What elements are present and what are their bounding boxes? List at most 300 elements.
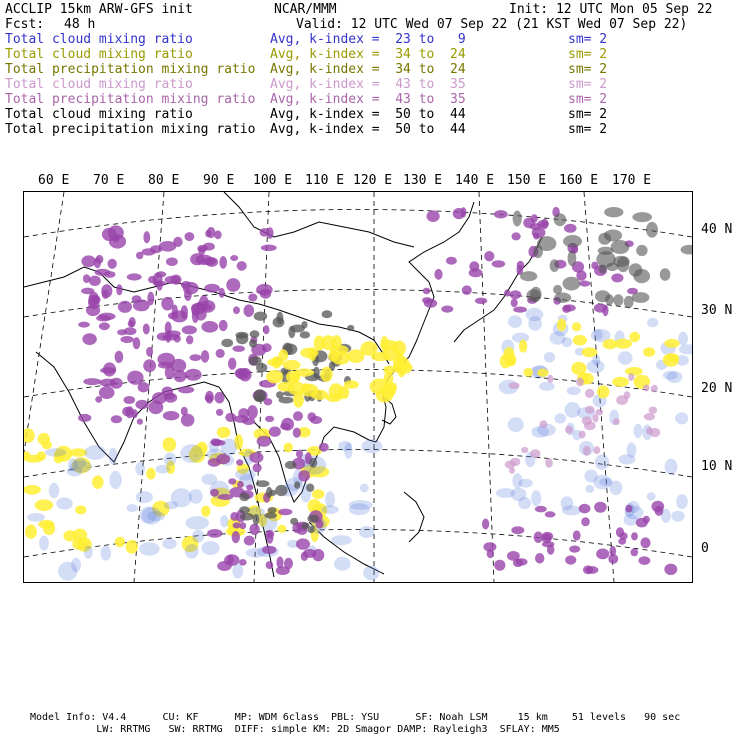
field-blob xyxy=(667,371,683,383)
field-blob xyxy=(681,245,692,255)
field-blob xyxy=(58,562,77,581)
longitude-label: 100 E xyxy=(253,173,293,188)
field-blob xyxy=(649,407,658,414)
field-blob xyxy=(285,461,297,469)
field-blob xyxy=(254,312,268,321)
field-blob xyxy=(563,277,581,291)
field-blob xyxy=(266,561,274,569)
field-blob xyxy=(219,320,228,331)
field-blob xyxy=(387,382,397,392)
field-blob xyxy=(207,227,215,238)
field-blob xyxy=(619,454,636,464)
field-blob xyxy=(319,443,329,452)
field-blob xyxy=(217,427,231,438)
longitude-label: 90 E xyxy=(203,173,235,188)
field-blob xyxy=(487,549,494,558)
forecast-label: Fcst: xyxy=(5,17,45,32)
field-blob xyxy=(509,467,515,474)
field-blob xyxy=(537,369,548,377)
field-blob xyxy=(183,282,199,294)
field-blob xyxy=(310,416,322,424)
field-blob xyxy=(554,213,566,226)
field-name: Total precipitation mixing ratio xyxy=(5,122,256,137)
field-blob xyxy=(290,518,298,525)
field-blob xyxy=(306,484,314,492)
field-blob xyxy=(165,276,180,284)
field-blob xyxy=(294,481,300,489)
field-blob xyxy=(571,362,586,375)
field-blob xyxy=(544,352,555,363)
field-blob xyxy=(563,304,576,311)
field-blob xyxy=(137,419,143,425)
field-blob xyxy=(361,439,382,453)
field-blob xyxy=(133,300,150,312)
field-blob xyxy=(643,347,655,357)
field-blob xyxy=(276,312,283,324)
field-blob xyxy=(116,284,122,295)
field-blob xyxy=(99,322,110,330)
field-blob xyxy=(511,298,518,307)
field-blob xyxy=(276,566,290,575)
field-blob xyxy=(185,544,199,559)
field-blob xyxy=(262,343,272,352)
field-blob xyxy=(94,257,101,268)
field-blob xyxy=(277,382,294,392)
field-blob xyxy=(519,340,527,353)
field-blob xyxy=(185,232,195,241)
field-blob xyxy=(192,530,204,543)
field-blob xyxy=(307,515,319,523)
field-blob xyxy=(167,330,181,337)
field-blob xyxy=(322,310,333,318)
field-blob xyxy=(164,501,178,509)
field-blob xyxy=(665,459,678,475)
field-blob xyxy=(542,533,552,543)
field-blob xyxy=(300,348,318,358)
field-blob xyxy=(427,210,440,222)
field-blob xyxy=(594,303,607,312)
field-blob xyxy=(564,224,577,233)
field-blob xyxy=(631,548,639,556)
field-blob xyxy=(101,546,112,561)
field-blob xyxy=(239,493,249,502)
field-blob xyxy=(240,522,247,529)
field-blob xyxy=(508,417,524,432)
forecast-hour: 48 h xyxy=(64,17,96,32)
china-east-coast xyxy=(376,202,474,442)
field-blob xyxy=(201,350,209,363)
field-blob xyxy=(262,546,277,554)
field-blob xyxy=(236,369,250,380)
field-blob xyxy=(143,324,150,335)
field-blob xyxy=(281,418,294,431)
field-blob xyxy=(550,331,566,345)
field-blob xyxy=(534,532,543,543)
field-blob xyxy=(460,207,466,217)
model-info-line1: Model Info: V4.4 CU: KF MP: WDM 6class PBL: YSU SF: Noah LSM 15 km 51 levels 90 sec xyxy=(30,712,681,723)
field-blob xyxy=(225,413,236,422)
field-blob xyxy=(75,505,86,514)
longitude-label: 70 E xyxy=(93,173,125,188)
field-blob xyxy=(533,233,539,240)
field-blob xyxy=(309,458,317,468)
field-blob xyxy=(283,360,301,370)
field-blob xyxy=(186,335,193,344)
field-blob xyxy=(614,339,632,349)
field-blob xyxy=(505,354,516,366)
field-blob xyxy=(166,257,178,266)
field-blob xyxy=(158,362,173,369)
field-name: Total precipitation mixing ratio xyxy=(5,92,256,107)
field-blob xyxy=(518,479,533,488)
field-blob xyxy=(189,489,203,504)
longitude-label: 60 E xyxy=(38,173,70,188)
field-blob xyxy=(185,369,202,381)
field-blob xyxy=(573,335,587,346)
field-smoothing: sm= 2 xyxy=(568,122,608,137)
field-blob xyxy=(462,285,472,295)
field-blob xyxy=(610,546,617,556)
field-blob xyxy=(553,285,562,294)
field-blob xyxy=(216,409,223,416)
field-blob xyxy=(651,385,658,392)
field-blob xyxy=(540,420,548,428)
field-blob xyxy=(56,498,72,510)
field-blob xyxy=(301,552,308,561)
field-blob xyxy=(108,448,117,465)
field-blob xyxy=(533,245,543,258)
field-blob xyxy=(89,276,101,286)
field-blob xyxy=(233,522,241,528)
field-blob xyxy=(139,542,160,555)
field-blob xyxy=(383,366,395,375)
field-blob xyxy=(261,245,277,252)
field-blob xyxy=(38,520,54,529)
field-blob xyxy=(643,385,650,392)
field-k-index: Avg, k-index = 50 to 44 xyxy=(270,107,466,122)
field-blob xyxy=(142,507,161,525)
field-blob xyxy=(664,564,677,575)
longitude-label: 140 E xyxy=(455,173,495,188)
field-blob xyxy=(288,326,295,338)
field-blob xyxy=(230,512,238,521)
field-blob xyxy=(138,382,150,392)
field-blob xyxy=(516,558,528,565)
field-blob xyxy=(190,354,202,361)
latitude-label: 40 N xyxy=(701,222,733,237)
field-blob xyxy=(644,413,655,420)
field-blob xyxy=(583,446,591,456)
field-blob xyxy=(136,252,143,260)
field-blob xyxy=(469,261,479,271)
field-blob xyxy=(513,307,527,313)
field-blob xyxy=(484,251,494,261)
field-blob xyxy=(640,537,650,548)
field-blob xyxy=(496,488,515,498)
field-blob xyxy=(509,382,520,389)
field-blob xyxy=(99,386,115,399)
field-blob xyxy=(633,269,650,283)
field-blob xyxy=(38,433,50,445)
field-blob xyxy=(235,469,256,481)
map-canvas xyxy=(24,192,692,582)
field-blob xyxy=(579,504,591,514)
field-blob xyxy=(135,462,145,475)
field-blob xyxy=(146,468,155,480)
field-blob xyxy=(660,268,671,281)
field-blob xyxy=(511,526,524,534)
field-blob xyxy=(616,395,628,405)
longitude-label: 150 E xyxy=(507,173,547,188)
field-blob xyxy=(494,210,508,218)
field-blob xyxy=(264,512,277,518)
field-blob xyxy=(128,320,135,327)
field-blob xyxy=(279,397,294,404)
field-blob xyxy=(244,536,255,546)
field-blob xyxy=(636,518,648,528)
field-blob xyxy=(526,308,544,321)
field-blob xyxy=(334,557,351,571)
field-blob xyxy=(70,461,92,473)
field-blob xyxy=(253,463,262,472)
latitude-label: 0 xyxy=(701,541,709,556)
field-blob xyxy=(238,408,249,418)
field-blob xyxy=(422,297,432,303)
field-blob xyxy=(646,427,653,435)
mongolia-border xyxy=(224,192,414,247)
field-blob xyxy=(143,231,150,243)
field-k-index: Avg, k-index = 34 to 24 xyxy=(270,47,466,62)
field-blob xyxy=(312,549,324,561)
field-blob xyxy=(587,360,605,373)
field-blob xyxy=(78,414,91,422)
field-blob xyxy=(596,549,609,560)
field-blob xyxy=(613,256,629,267)
field-blob xyxy=(531,490,541,506)
longitude-label: 80 E xyxy=(148,173,180,188)
field-blob xyxy=(535,506,547,513)
field-blob xyxy=(135,400,148,409)
field-blob xyxy=(78,322,90,328)
field-blob xyxy=(573,530,581,540)
field-blob xyxy=(27,513,45,522)
field-blob xyxy=(168,312,179,319)
field-blob xyxy=(244,304,255,317)
field-blob xyxy=(263,325,269,334)
field-blob xyxy=(523,368,533,377)
field-blob xyxy=(585,389,594,398)
field-blob xyxy=(530,449,540,458)
field-name: Total cloud mixing ratio xyxy=(5,47,193,62)
field-blob xyxy=(521,447,528,453)
field-k-index: Avg, k-index = 43 to 35 xyxy=(270,92,466,107)
model-title: ACCLIP 15km ARW-GFS init xyxy=(5,2,193,17)
field-blob xyxy=(256,480,270,487)
field-blob xyxy=(257,436,272,447)
field-blob xyxy=(651,501,664,512)
field-blob xyxy=(550,259,560,272)
field-blob xyxy=(24,455,43,463)
field-blob xyxy=(242,418,255,425)
lat-40 xyxy=(24,210,692,238)
field-blob xyxy=(111,415,122,423)
field-blob xyxy=(517,261,524,270)
field-blob xyxy=(181,414,195,427)
field-k-index: Avg, k-index = 34 to 24 xyxy=(270,62,466,77)
field-blob xyxy=(228,358,236,370)
field-blob xyxy=(205,395,214,402)
field-blob xyxy=(237,481,244,488)
field-blob xyxy=(675,412,688,424)
field-blob xyxy=(647,492,656,500)
field-blob xyxy=(301,321,307,328)
field-blob xyxy=(594,502,607,513)
field-blob xyxy=(647,318,658,328)
field-blob xyxy=(360,341,377,356)
field-blob xyxy=(233,306,240,314)
field-blob xyxy=(83,378,101,385)
model-info-line2: LW: RRTMG SW: RRTMG DIFF: simple KM: 2D Smagor DAMP: Rayleigh3 SFLAY: MM5 xyxy=(30,724,560,735)
field-blob xyxy=(545,511,556,517)
field-name: Total cloud mixing ratio xyxy=(5,32,193,47)
field-name: Total cloud mixing ratio xyxy=(5,77,193,92)
field-blob xyxy=(510,290,522,299)
field-blob xyxy=(237,261,247,271)
latitude-label: 30 N xyxy=(701,303,733,318)
field-blob xyxy=(569,546,580,553)
field-blob xyxy=(494,560,505,571)
field-blob xyxy=(122,407,132,416)
field-blob xyxy=(526,289,540,302)
field-blob xyxy=(233,346,245,352)
field-blob xyxy=(216,349,225,358)
field-blob xyxy=(178,386,194,393)
field-name: Total precipitation mixing ratio xyxy=(5,62,256,77)
longitude-label: 160 E xyxy=(559,173,599,188)
field-blob xyxy=(593,446,600,454)
field-blob xyxy=(631,532,638,540)
field-blob xyxy=(290,374,299,383)
field-blob xyxy=(45,448,66,456)
cloud-precip-fields xyxy=(24,207,692,581)
field-blob xyxy=(254,395,264,402)
field-blob xyxy=(594,329,603,340)
field-blob xyxy=(265,416,274,422)
field-blob xyxy=(110,471,122,489)
field-blob xyxy=(115,351,124,363)
field-blob xyxy=(70,448,87,457)
field-blob xyxy=(92,476,104,489)
field-blob xyxy=(162,539,177,550)
field-blob xyxy=(595,455,609,470)
field-blob xyxy=(153,281,166,287)
field-blob xyxy=(235,332,248,339)
field-blob xyxy=(610,481,623,496)
field-blob xyxy=(35,499,53,511)
field-blob xyxy=(207,529,222,538)
field-blob xyxy=(248,294,257,302)
field-blob xyxy=(565,555,576,564)
longitude-label: 110 E xyxy=(305,173,345,188)
field-blob xyxy=(585,485,594,493)
latitude-label: 20 N xyxy=(701,381,733,396)
field-blob xyxy=(115,537,125,547)
field-blob xyxy=(232,531,240,543)
field-blob xyxy=(163,411,180,420)
field-blob xyxy=(180,444,203,463)
field-blob xyxy=(629,332,640,342)
field-blob xyxy=(582,347,598,357)
field-blob xyxy=(249,452,263,463)
field-blob xyxy=(344,380,359,389)
field-blob xyxy=(347,325,354,331)
field-blob xyxy=(595,290,610,302)
field-blob xyxy=(545,458,553,468)
field-blob xyxy=(563,235,582,247)
field-blob xyxy=(618,351,633,364)
field-blob xyxy=(572,322,581,331)
field-blob xyxy=(512,333,529,343)
forecast-map xyxy=(23,191,693,583)
field-blob xyxy=(441,306,453,313)
field-blob xyxy=(298,470,310,481)
field-blob xyxy=(332,335,342,350)
graticule xyxy=(24,192,692,582)
field-blob xyxy=(156,465,171,474)
field-blob xyxy=(84,546,93,559)
field-blob xyxy=(293,428,301,438)
field-blob xyxy=(124,396,136,404)
field-blob xyxy=(482,519,489,530)
field-blob xyxy=(513,211,522,227)
field-blob xyxy=(567,387,581,396)
field-blob xyxy=(664,339,679,348)
field-blob xyxy=(186,516,209,530)
field-blob xyxy=(562,505,582,515)
field-blob xyxy=(250,330,260,338)
center-label: NCAR/MMM xyxy=(274,2,337,17)
field-blob xyxy=(133,337,141,349)
field-blob xyxy=(520,271,537,281)
field-blob xyxy=(81,255,95,267)
field-blob xyxy=(82,333,96,345)
field-blob xyxy=(25,525,37,539)
field-blob xyxy=(320,367,332,382)
field-blob xyxy=(596,251,615,267)
field-blob xyxy=(239,506,250,513)
field-blob xyxy=(581,517,590,526)
field-blob xyxy=(24,428,35,443)
init-time: Init: 12 UTC Mon 05 Sep 22 xyxy=(509,2,713,17)
field-blob xyxy=(565,426,573,434)
field-blob xyxy=(613,418,620,425)
field-blob xyxy=(256,284,273,296)
field-blob xyxy=(136,491,153,503)
field-blob xyxy=(579,431,586,439)
field-blob xyxy=(628,373,634,381)
field-blob xyxy=(196,255,213,265)
field-blob xyxy=(249,356,262,366)
field-blob xyxy=(201,541,219,555)
field-blob xyxy=(220,515,228,527)
field-blob xyxy=(24,485,41,495)
field-blob xyxy=(101,284,112,298)
field-blob xyxy=(620,532,628,540)
field-blob xyxy=(599,265,607,274)
field-blob xyxy=(300,331,310,338)
field-blob xyxy=(272,356,282,368)
field-blob xyxy=(331,535,352,545)
